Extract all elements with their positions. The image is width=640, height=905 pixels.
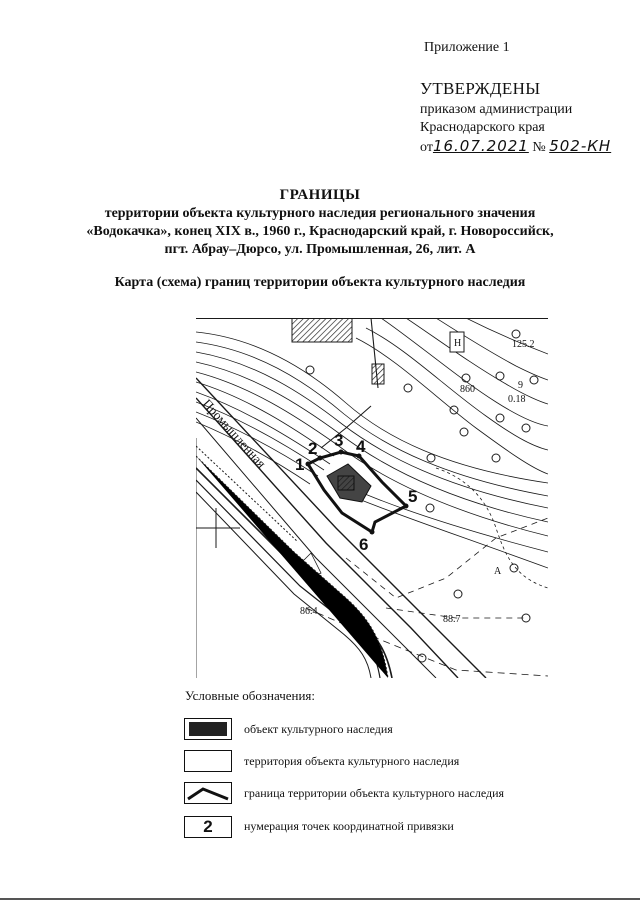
heritage-object-building bbox=[327, 464, 371, 502]
legend-symbol-territory bbox=[184, 750, 232, 772]
legend-symbol-point-number bbox=[184, 816, 232, 838]
order-date: 16.07.2021 bbox=[432, 137, 529, 155]
legend-text-heritage-object: объект культурного наследия bbox=[244, 722, 393, 736]
building-letter-n: Н bbox=[454, 338, 462, 349]
order-line-1: приказом администрации bbox=[420, 102, 573, 117]
point-label-6: 6 bbox=[359, 535, 369, 554]
legend-text-territory: территория объекта культурного наследия bbox=[244, 754, 460, 768]
contour-label-860: 860 bbox=[460, 384, 475, 395]
page-bottom-divider bbox=[0, 898, 640, 900]
order-date-prefix: от bbox=[420, 140, 433, 155]
map-caption: Карта (схема) границ территории объекта культурного наследия bbox=[114, 275, 526, 290]
point-label-5: 5 bbox=[408, 487, 418, 506]
approved-heading: УТВЕРЖДЕНЫ bbox=[420, 79, 541, 98]
order-line-2: Краснодарского края bbox=[420, 120, 545, 135]
elevation-0-18: 0.18 bbox=[508, 394, 526, 405]
legend-point-number: 2 bbox=[203, 817, 213, 836]
street-label: Промышленная bbox=[199, 395, 270, 471]
order-number-prefix: № bbox=[532, 140, 546, 155]
order-date-line bbox=[420, 137, 611, 156]
appendix-label: Приложение 1 bbox=[424, 40, 510, 55]
elevation-88-7: 88.7 bbox=[443, 614, 461, 625]
order-number: 502-КН bbox=[549, 137, 612, 155]
elevation-125-2: 125.2 bbox=[512, 339, 535, 350]
point-label-3: 3 bbox=[334, 431, 344, 450]
document-title: ГРАНИЦЫ bbox=[279, 187, 361, 203]
legend-title: Условные обозначения: bbox=[185, 688, 316, 703]
legend-text-point-number: нумерация точек координатной привязки bbox=[244, 819, 454, 833]
point-label-4: 4 bbox=[356, 437, 366, 456]
legend-text-boundary: граница территории объекта культурного наследия bbox=[244, 786, 505, 800]
document-subtitle-line-3: пгт. Абрау–Дюрсо, ул. Промышленная, 26, лит. А bbox=[164, 242, 476, 257]
building-letter-a: А bbox=[494, 566, 502, 577]
boundary-map bbox=[196, 318, 548, 678]
legend-symbol-boundary bbox=[184, 782, 232, 804]
document-subtitle-line-2: «Водокачка», конец XIX в., 1960 г., Краснодарский край, г. Новороссийск, bbox=[86, 224, 554, 239]
elevation-86-4: 86.4 bbox=[300, 606, 318, 617]
boundary-line-icon bbox=[185, 783, 231, 803]
contour-label-9: 9 bbox=[518, 380, 523, 391]
legend-symbol-heritage-object bbox=[184, 718, 232, 740]
point-label-2: 2 bbox=[308, 439, 318, 458]
point-label-1: 1 bbox=[295, 455, 305, 474]
document-subtitle-line-1: территории объекта культурного наследия регионального значения bbox=[104, 206, 536, 221]
